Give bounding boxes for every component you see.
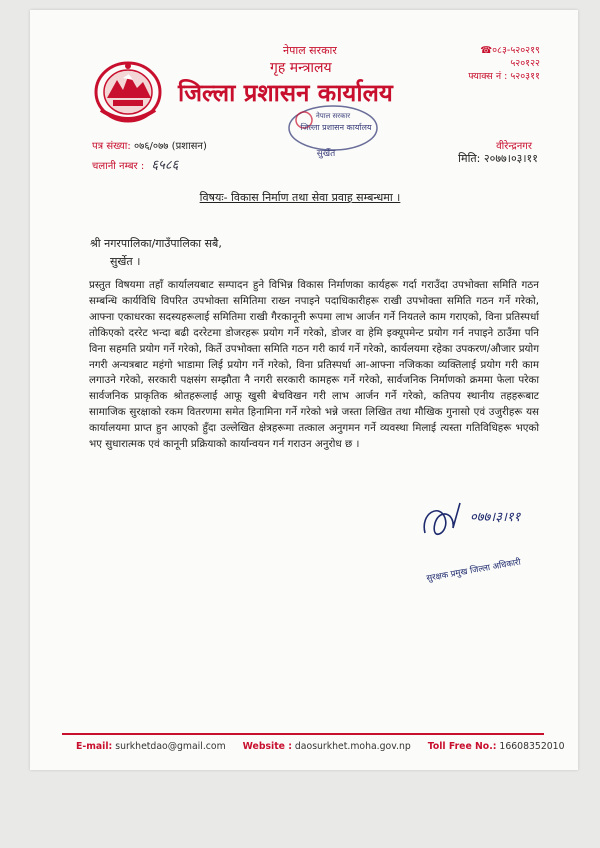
ref-label: पत्र संख्या:	[92, 141, 131, 152]
stamp-line-3: सुर्खेत	[316, 149, 336, 159]
dispatch-value: ६५८६	[151, 158, 179, 173]
phone-number-2: ५२०१२२	[510, 58, 540, 69]
recipient-block	[90, 235, 222, 271]
letter-date: मिति: २०७७।०३।११	[458, 152, 538, 165]
signature-icon	[415, 493, 555, 593]
reference-number	[92, 138, 207, 152]
office-stamp-icon	[278, 100, 388, 160]
contact-block	[468, 44, 540, 83]
stamp-line-2: जिल्ला प्रशासन कार्यालय	[300, 123, 372, 132]
letter-body: प्रस्तुत विषयमा तहाँ कार्यालयबाट सम्पादन हुने विभिन्न विकास निर्माणका कार्यहरू गर्दा गराउँदा उपभोक्ता समिति गठन सम्बन्धि कार्यविधि विपरित उपभोक्ता समितिमा राख्न नपाइने पदाधिकारीहरू राखी उपभोक्ता समिति गठन गर्ने गरेको, आफ्ना एकाधरका सदस्यहरूलाई समितिमा राखी गैरकानूनी रूपमा लाभ आर्जन गर्ने नियतले काम गराएको, विना प्रतिस्पर्धा तोकिएको दररेट भन्दा बढी दररेटमा डोजरहरू प्रयोग गर्ने गरेको, डोजर वा हेमि इक्यूपमेन्ट प्रयोग गर्न नपाइने ठाउँमा पनि विना सहमति प्रयोग गर्ने गरेको, किर्ते उपभोक्ता समिति गठन गरी कार्य गर्ने गरेको, कार्यलयमा रहेका उपकरण/औजार प्रयोग नगरी अन्यत्रबाट महंगो भाडामा लिई प्रयोग गर्ने गरेको, विना प्रतिस्पर्धा आ-आफ्ना नजिकका व्यक्तिलाई प्रयोग गरी काम लगाउने गरेको, सरकारी पक्षसंग सम्झौता नै नगरी सरकारी कामहरू गर्ने गरेको, सार्वजनिक निर्माणको क्रममा फेला परेका सार्वजनिक प्राकृतिक श्रोतहरूलाई आफू खुसी बेचविखन गरी लाभ आर्जन गर्ने गरेको, कतिपय स्थानीय तहहरूबाट सामाजिक सुरक्षाको रकम वितरणमा समेत हिनामिना गर्ने गरेको भन्ने जस्ता लिखित तथा मौखिक गुनासो एवं उजुरीहरू यस कार्यालयमा प्राप्त हुन आएको हुँदा उल्लेखित क्षेत्रहरूमा तत्काल अनुगमन गर्ने व्यवस्था मिलाई त्यस्ता गतिविधिहरू भएको भए सुधारात्मक एवं कानूनी प्रक्रियाको कार्यान्वयन गर्न गराउन अनुरोध छ ।	[89, 279, 539, 451]
subject-text: विषयः- विकास निर्माण तथा सेवा प्रवाह सम्बन्धमा ।	[199, 191, 401, 204]
signature-date: ०७७।३।११	[470, 510, 521, 525]
website-label: Website :	[242, 741, 292, 752]
recipient-line-1: श्री नगरपालिका/गाउँपालिका सबै,	[90, 237, 222, 250]
recipient-line-2: सुर्खेत ।	[110, 255, 141, 268]
dispatch-number	[92, 155, 178, 173]
tollfree-value: 16608352010	[499, 741, 565, 752]
email-label: E-mail:	[76, 741, 113, 752]
dispatch-label: चलानी नम्बर :	[92, 161, 145, 172]
ref-value: ०७६/०७७ (प्रशासन)	[133, 141, 207, 152]
office-name: जिल्ला प्रशासन कार्यालय	[178, 79, 393, 107]
nepal-emblem-icon	[93, 58, 163, 124]
website-value[interactable]: daosurkhet.moha.gov.np	[294, 741, 411, 752]
stamp-line-1: नेपाल सरकार	[315, 112, 351, 120]
footer	[76, 741, 565, 752]
footer-divider	[62, 733, 544, 735]
fax-number: फ्याक्स नं : ५२०३११	[468, 71, 540, 82]
subject-line	[0, 190, 600, 205]
ministry-name: गृह मन्त्रालय	[270, 60, 332, 76]
government-name: नेपाल सरकार	[283, 44, 337, 57]
phone-number: ☎०८३-५२०२१९	[480, 45, 540, 56]
tollfree-label: Toll Free No.:	[427, 741, 497, 752]
email-value[interactable]: surkhetdao@gmail.com	[115, 741, 226, 752]
place-name: वीरेन्द्रनगर	[496, 141, 532, 152]
signer-title: सुरक्षक प्रमुख जिल्ला अधिकारी	[425, 557, 522, 584]
